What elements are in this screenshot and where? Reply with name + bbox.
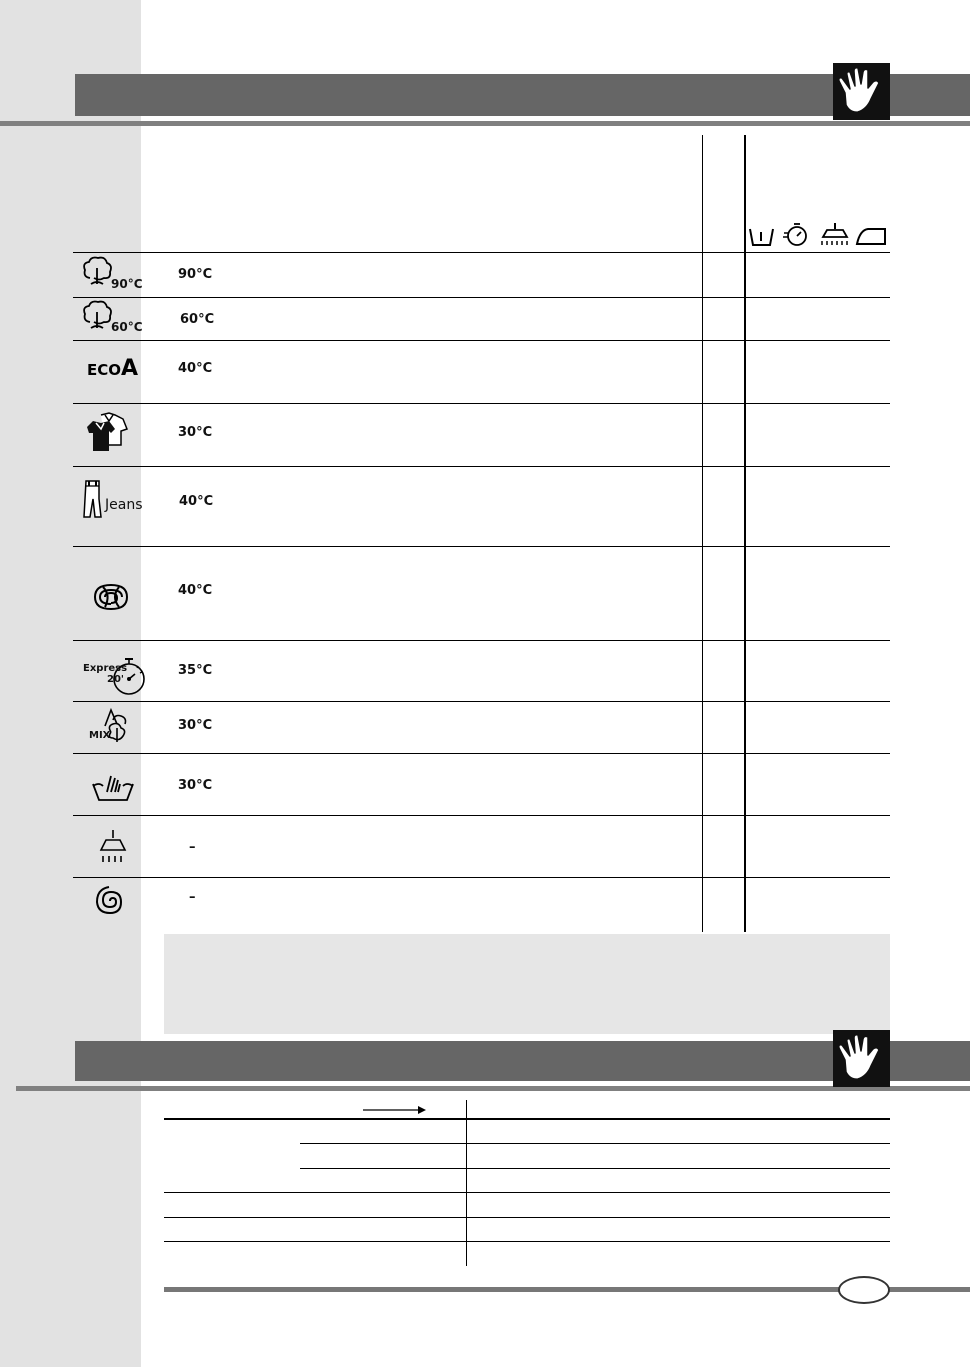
express-20-icon bbox=[83, 653, 149, 697]
table-row bbox=[73, 253, 890, 297]
shirt-icon bbox=[83, 411, 133, 455]
lower-table-row-line bbox=[164, 1241, 890, 1242]
jeans-icon bbox=[83, 479, 105, 521]
icon-label: 60°C bbox=[111, 320, 143, 334]
program-temperature: 60°C bbox=[180, 312, 215, 327]
program-temperature: 40°C bbox=[179, 494, 214, 509]
rinse-icon bbox=[97, 828, 129, 866]
icon-label: ECO bbox=[87, 361, 122, 379]
section-header-rule bbox=[16, 1086, 970, 1091]
icon-label: A bbox=[121, 356, 139, 381]
hand-icon bbox=[833, 63, 890, 120]
spin-icon bbox=[93, 884, 127, 918]
hand-icon bbox=[833, 1030, 890, 1087]
program-temperature: – bbox=[189, 840, 196, 855]
lower-table-row-line bbox=[300, 1143, 890, 1144]
icon-label: Jeans bbox=[105, 497, 143, 513]
icon-label: 90°C bbox=[111, 277, 143, 291]
note-box bbox=[164, 934, 890, 1034]
table-row bbox=[73, 641, 890, 701]
eco-a-icon bbox=[87, 356, 138, 381]
table-row bbox=[73, 878, 890, 932]
table-row bbox=[73, 816, 890, 877]
section-header-rule bbox=[0, 121, 970, 126]
lower-table-row-line bbox=[164, 1217, 890, 1218]
page-number bbox=[838, 1276, 890, 1304]
program-temperature: 90°C bbox=[178, 267, 213, 282]
program-temperature: 30°C bbox=[178, 778, 213, 793]
lower-table-row-line bbox=[300, 1168, 890, 1169]
iron-icon bbox=[854, 221, 888, 247]
lower-table-row-line bbox=[164, 1192, 890, 1193]
rinse-icon bbox=[818, 221, 852, 247]
care-symbols bbox=[748, 221, 890, 247]
timer-icon bbox=[782, 221, 812, 247]
icon-label: 20' bbox=[107, 674, 124, 685]
table-row bbox=[73, 702, 890, 753]
program-temperature: 30°C bbox=[178, 718, 213, 733]
table-row bbox=[73, 467, 890, 546]
program-temperature: 35°C bbox=[178, 663, 213, 678]
table-row bbox=[73, 341, 890, 403]
wool-icon bbox=[91, 581, 131, 613]
table-row bbox=[73, 754, 890, 815]
icon-label: Express bbox=[83, 663, 128, 674]
program-temperature: 30°C bbox=[178, 425, 213, 440]
icon-label: MIX bbox=[89, 730, 111, 741]
table-row bbox=[73, 298, 890, 340]
lower-table-row-line bbox=[164, 1118, 890, 1120]
arrow-right-icon bbox=[362, 1103, 428, 1117]
program-temperature: 40°C bbox=[178, 361, 213, 376]
table-row bbox=[73, 547, 890, 640]
hand-wash-icon bbox=[91, 770, 135, 804]
table-row bbox=[73, 404, 890, 466]
program-temperature: 40°C bbox=[178, 583, 213, 598]
program-temperature: – bbox=[189, 890, 196, 905]
